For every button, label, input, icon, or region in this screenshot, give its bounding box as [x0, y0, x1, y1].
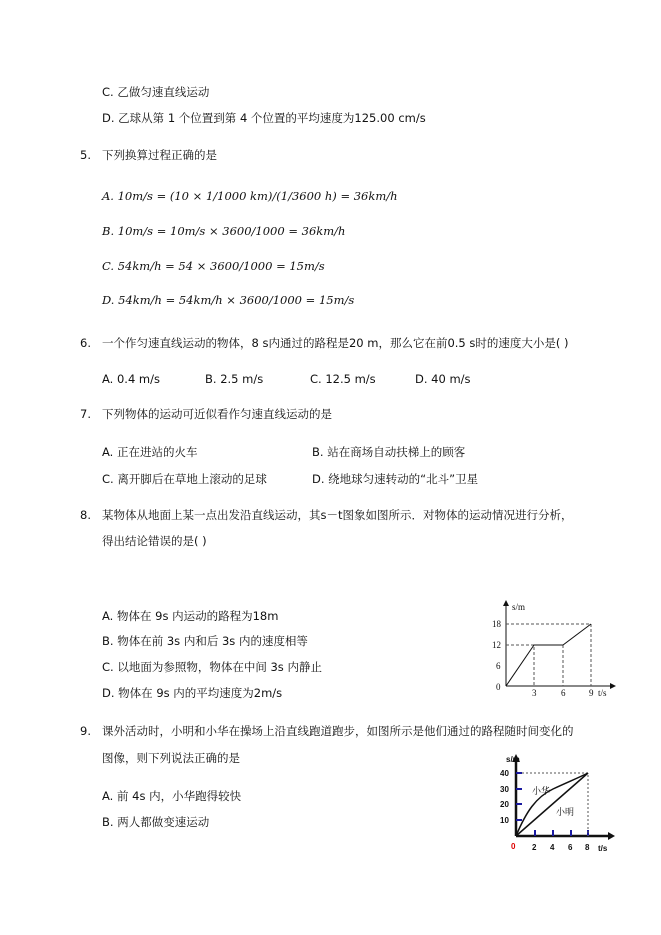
x-arrow: [608, 832, 615, 840]
q9-number: 9.: [80, 724, 91, 738]
q9-option-a: A. 前 4s 内，小华跑得较快: [102, 789, 242, 803]
origin-label: 0: [511, 842, 516, 851]
x-tick: 4: [550, 843, 555, 852]
q4-option-d: D. 乙球从第 1 个位置到第 4 个位置的平均速度为125.00 cm/s: [102, 111, 426, 125]
x-label: t/s: [598, 688, 607, 698]
x-tick: 2: [532, 843, 537, 852]
q5-option-b: B. 10m/s = 10m/s × 3600/1000 = 36km/h: [102, 224, 346, 238]
q7-option-a: A. 正在进站的火车: [102, 445, 198, 459]
x-tick: 6: [561, 688, 566, 698]
q6-option-d: D. 40 m/s: [415, 372, 471, 386]
y-label: s/m: [506, 755, 520, 764]
q5-option-c: C. 54km/h = 54 × 3600/1000 = 15m/s: [102, 259, 325, 273]
q7-stem: 下列物体的运动可近似看作匀速直线运动的是: [102, 407, 332, 421]
q7-option-d: D. 绕地球匀速转动的“北斗”卫星: [312, 472, 479, 486]
line-xiaoming: [516, 773, 588, 836]
q8-option-a: A. 物体在 9s 内运动的路程为18m: [102, 609, 279, 623]
q7-option-c: C. 离开脚后在草地上滚动的足球: [102, 472, 267, 486]
y-arrow: [503, 600, 509, 606]
q7-number: 7.: [80, 407, 91, 421]
q6-stem: 一个作匀速直线运动的物体，8 s内通过的路程是20 m，那么它在前0.5 s时的速度大小是( ): [102, 336, 569, 350]
y-tick: 30: [500, 785, 509, 794]
st-line: [506, 624, 591, 686]
q8-option-c: C. 以地面为参照物，物体在中间 3s 内静止: [102, 660, 322, 674]
q6-option-b: B. 2.5 m/s: [205, 372, 264, 386]
q8-stem: 某物体从地面上某一点出发沿直线运动，其s－t图象如图所示．对物体的运动情况进行分析，: [102, 508, 573, 522]
x-arrow: [610, 683, 616, 689]
q8-stem-cont: 得出结论错误的是( ): [102, 534, 207, 548]
y-tick: 6: [496, 661, 501, 671]
q5-number: 5.: [80, 148, 91, 162]
x-tick: 3: [532, 688, 537, 698]
q5-option-a: A. 10m/s = (10 × 1/1000 km)/(1/3600 h) = 36km/h: [102, 189, 398, 203]
q9-stem-cont: 图像，则下列说法正确的是: [102, 751, 240, 765]
q8-option-b: B. 物体在前 3s 内和后 3s 内的速度相等: [102, 634, 308, 648]
y-tick: 0: [496, 682, 501, 692]
label-xiaoming: 小明: [556, 808, 575, 818]
q4-option-c: C. 乙做匀速直线运动: [102, 85, 210, 99]
x-tick: 6: [568, 843, 573, 852]
q8-st-graph: [480, 600, 620, 700]
y-tick: 20: [500, 800, 509, 809]
q5-option-d: D. 54km/h = 54km/h × 3600/1000 = 15m/s: [102, 293, 355, 307]
label-xiaohua: 小华: [532, 787, 551, 797]
y-label: s/m: [512, 602, 526, 612]
q6-number: 6.: [80, 336, 91, 350]
x-label: t/s: [598, 844, 608, 853]
y-tick: 18: [492, 619, 501, 629]
q8-number: 8.: [80, 508, 91, 522]
y-tick: 12: [492, 640, 501, 650]
x-tick: 8: [585, 843, 590, 852]
y-tick: 10: [500, 816, 509, 825]
q8-option-d: D. 物体在 9s 内的平均速度为2m/s: [102, 686, 283, 700]
q9-option-b: B. 两人都做变速运动: [102, 815, 210, 829]
q7-option-b: B. 站在商场自动扶梯上的顾客: [312, 445, 466, 459]
q9-stem: 课外活动时，小明和小华在操场上沿直线跑道跑步，如图所示是他们通过的路程随时间变化的: [102, 724, 574, 738]
x-tick: 9: [589, 688, 594, 698]
q9-st-graph: [498, 752, 623, 857]
q6-option-c: C. 12.5 m/s: [310, 372, 376, 386]
q5-stem: 下列换算过程正确的是: [102, 148, 217, 162]
y-tick: 40: [500, 769, 509, 778]
q6-option-a: A. 0.4 m/s: [102, 372, 160, 386]
